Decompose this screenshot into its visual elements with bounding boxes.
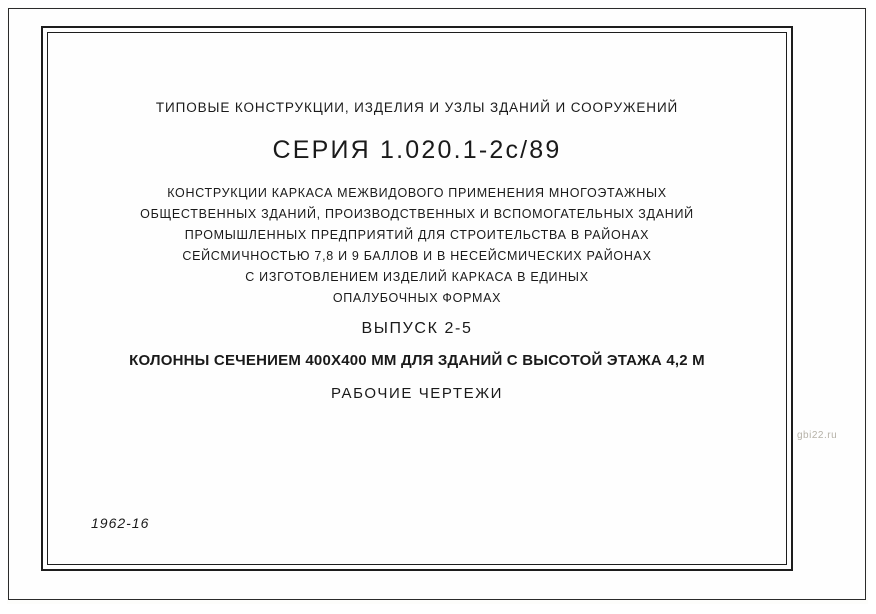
series-title: СЕРИЯ 1.020.1-2с/89 [272, 136, 562, 164]
title-block [47, 32, 787, 565]
document-heading: ТИПОВЫЕ КОНСТРУКЦИИ, ИЗДЕЛИЯ И УЗЛЫ ЗДАНИЙ И СООРУЖЕНИЙ [155, 100, 679, 115]
page-edge-top [0, 0, 876, 7]
page-edge-left [0, 0, 7, 614]
document-type: РАБОЧИЕ ЧЕРТЕЖИ [330, 385, 504, 402]
watermark-label: gbi22.ru [797, 430, 838, 441]
description-line-5: С ИЗГОТОВЛЕНИЕМ ИЗДЕЛИЙ КАРКАСА В ЕДИНЫХ [245, 270, 589, 284]
description-line-1: КОНСТРУКЦИИ КАРКАСА МЕЖВИДОВОГО ПРИМЕНЕНИЯ МНОГОЭТАЖНЫХ [167, 186, 667, 200]
description-line-6: ОПАЛУБОЧНЫХ ФОРМАХ [332, 291, 502, 305]
archive-code: 1962-16 [91, 515, 150, 531]
issue-number: ВЫПУСК 2-5 [361, 320, 473, 337]
page-edge-bottom [0, 604, 876, 614]
description-line-3: ПРОМЫШЛЕННЫХ ПРЕДПРИЯТИЙ ДЛЯ СТРОИТЕЛЬСТВА В РАЙОНАХ [184, 228, 650, 242]
page-edge-right [868, 0, 876, 614]
description-line-2: ОБЩЕСТВЕННЫХ ЗДАНИЙ, ПРОИЗВОДСТВЕННЫХ И ВСПОМОГАТЕЛЬНЫХ ЗДАНИЙ [140, 207, 694, 221]
subject-line: КОЛОННЫ СЕЧЕНИЕМ 400Х400 ММ ДЛЯ ЗДАНИЙ С ВЫСОТОЙ ЭТАЖА 4,2 М [129, 352, 705, 369]
description-line-4: СЕЙСМИЧНОСТЬЮ 7,8 И 9 БАЛЛОВ И В НЕСЕЙСМИЧЕСКИХ РАЙОНАХ [182, 249, 652, 263]
